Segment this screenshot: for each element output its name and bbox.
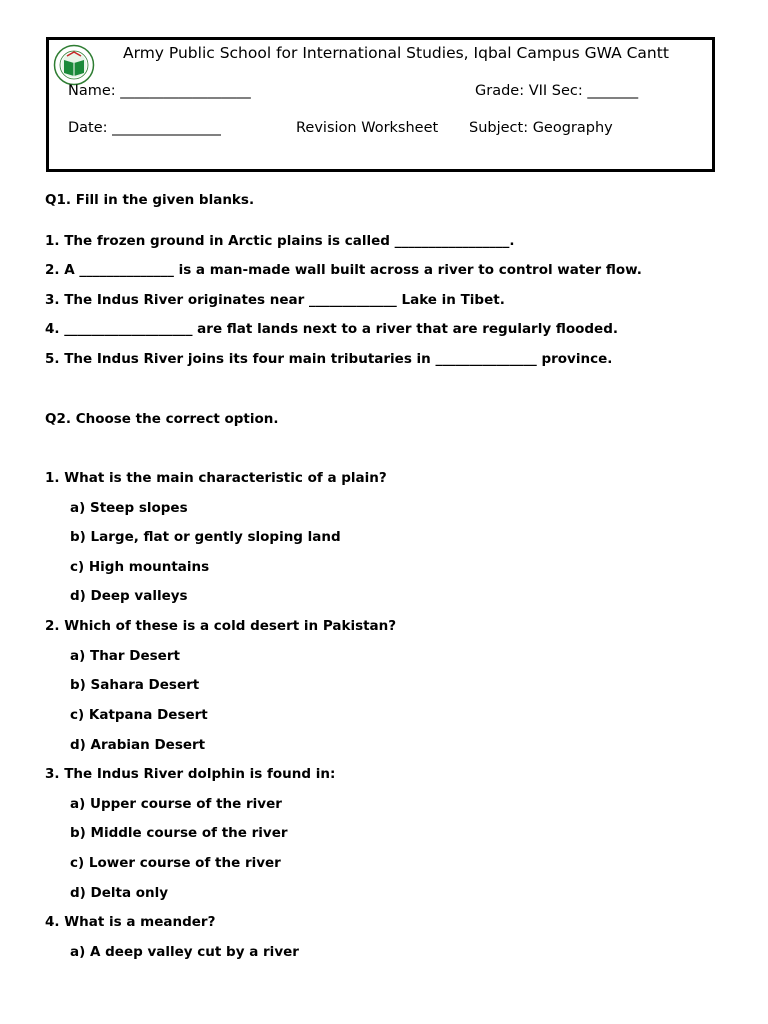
- school-title: Army Public School for International Studies, Iqbal Campus GWA Cantt: [123, 44, 669, 62]
- date-field: Date: _______________: [68, 120, 221, 136]
- mcq-option: c) Katpana Desert: [70, 707, 208, 723]
- q1-item: 2. A ______________ is a man-made wall built across a river to control water flow.: [45, 262, 642, 278]
- q2-heading: Q2. Choose the correct option.: [45, 411, 279, 427]
- mcq-option: a) Thar Desert: [70, 648, 180, 664]
- mcq-question: 4. What is a meander?: [45, 914, 216, 930]
- mcq-option: a) A deep valley cut by a river: [70, 944, 299, 960]
- mcq-option: c) Lower course of the river: [70, 855, 281, 871]
- mcq-option: d) Arabian Desert: [70, 737, 206, 753]
- mcq-option: d) Deep valleys: [70, 588, 188, 604]
- name-field: Name: __________________: [68, 83, 251, 99]
- mcq-option: a) Steep slopes: [70, 500, 188, 516]
- mcq-option: b) Large, flat or gently sloping land: [70, 529, 341, 545]
- mcq-question: 3. The Indus River dolphin is found in:: [45, 766, 336, 782]
- mcq-option: a) Upper course of the river: [70, 796, 282, 812]
- q1-item: 3. The Indus River originates near _____________ Lake in Tibet.: [45, 292, 505, 308]
- subject-label: Subject: Geography: [469, 120, 613, 136]
- school-logo-icon: [53, 44, 95, 86]
- mcq-option: b) Middle course of the river: [70, 825, 288, 841]
- q1-item: 5. The Indus River joins its four main tributaries in _______________ province.: [45, 351, 613, 367]
- mcq-question: 1. What is the main characteristic of a plain?: [45, 470, 387, 486]
- q1-item: 4. ___________________ are flat lands next to a river that are regularly flooded.: [45, 321, 619, 337]
- mcq-option: b) Sahara Desert: [70, 677, 200, 693]
- q1-item: 1. The frozen ground in Arctic plains is called _________________.: [45, 233, 515, 249]
- grade-section-field: Grade: VII Sec: _______: [475, 83, 639, 99]
- mcq-question: 2. Which of these is a cold desert in Pakistan?: [45, 618, 397, 634]
- q1-heading: Q1. Fill in the given blanks.: [45, 192, 255, 208]
- worksheet-type: Revision Worksheet: [296, 120, 439, 136]
- worksheet-header: [46, 37, 715, 172]
- mcq-option: d) Delta only: [70, 885, 169, 901]
- mcq-option: c) High mountains: [70, 559, 210, 575]
